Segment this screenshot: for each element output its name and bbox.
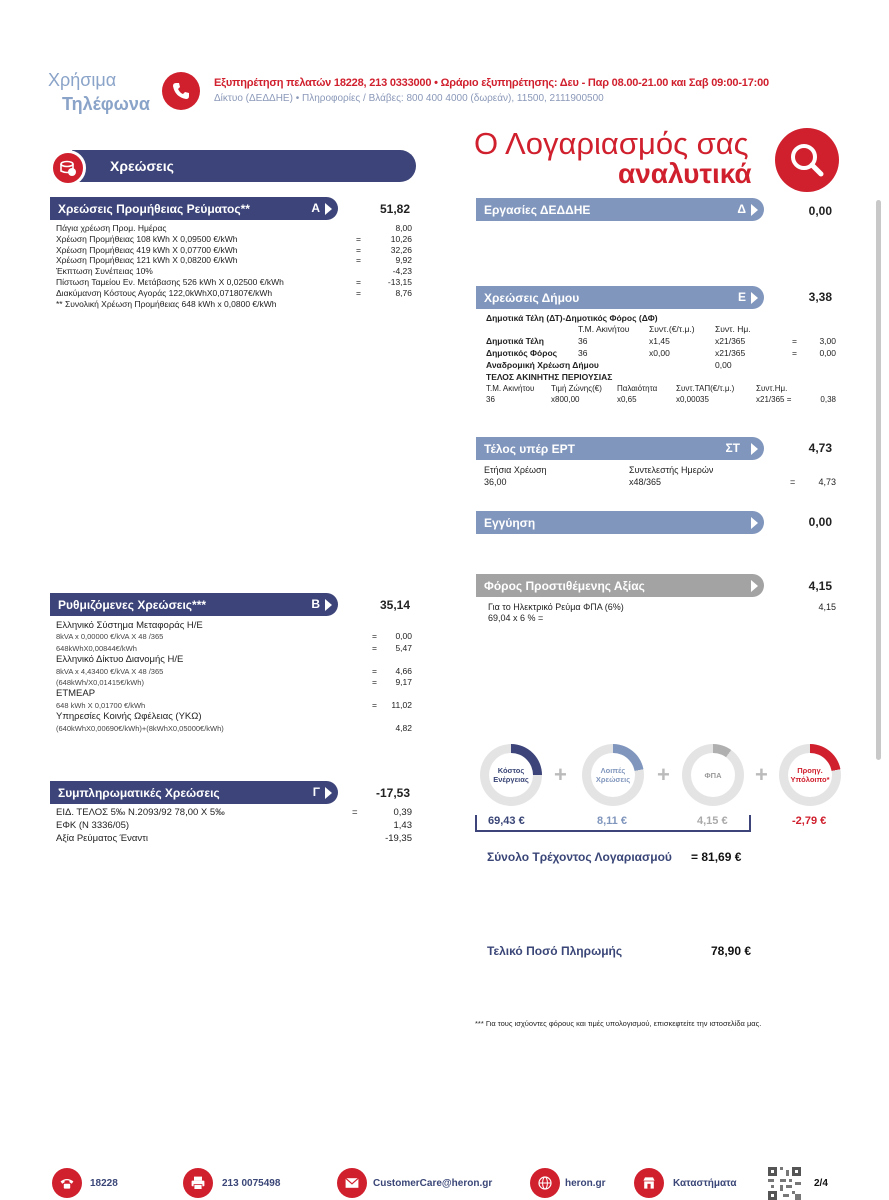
section_c-row-text: ΕΙΔ. ΤΕΛΟΣ 5‰ Ν.2093/92 78,00 X 5‰: [56, 807, 225, 818]
qr-code-icon: [768, 1167, 801, 1200]
current-total-label: Σύνολο Τρέχοντος Λογαριασμού: [487, 850, 672, 864]
section-e-col-tm: Τ.Μ. Ακινήτου: [578, 324, 630, 334]
section-c-rows: [56, 808, 412, 847]
useful-label-2: Τηλέφωνα: [62, 94, 150, 114]
section-b-rows: [56, 620, 412, 734]
footer-web[interactable]: heron.gr: [565, 1178, 606, 1189]
section-c-total: -17,53: [375, 786, 410, 800]
section_a-row: [56, 245, 412, 256]
section_a-row: [56, 299, 412, 310]
section_b-row-eq: =: [372, 699, 377, 710]
tap-title: ΤΕΛΟΣ ΑΚΙΝΗΤΗΣ ΠΕΡΙΟΥΣΙΑΣ: [486, 372, 613, 382]
section_b-row-eq: =: [372, 631, 377, 642]
final-amount-value: 78,90 €: [711, 944, 752, 958]
section_a-row: [56, 223, 412, 234]
df-tm: 36: [578, 348, 588, 358]
section_b-row-value: 5,47: [395, 642, 412, 653]
section_b-row-text: ΕΤΜΕΑΡ: [56, 688, 96, 700]
tap-v1: 36: [486, 395, 495, 404]
tap-h1: Τ.Μ. Ακινήτου: [486, 384, 535, 393]
dt-label: Δημοτικά Τέλη: [486, 336, 544, 346]
section_b-row: [56, 666, 412, 677]
footer-fax[interactable]: 213 0075498: [222, 1178, 281, 1189]
donut-2-l2: Χρεώσεις: [595, 775, 631, 784]
section_a-row: [56, 266, 412, 277]
section-vat-total: 4,15: [808, 579, 832, 593]
printer-icon[interactable]: [183, 1168, 213, 1198]
section_b-row: [56, 723, 412, 734]
useful-label-1: Χρήσιμα: [48, 70, 117, 90]
section_a-row-eq: =: [356, 287, 361, 298]
section_b-row: [56, 643, 412, 654]
tap-v4: x0,00035: [676, 395, 709, 404]
section_b-row-text: 8kVA x 4,43400 €/kVA X 48 /365: [56, 666, 164, 676]
section_a-row-text: Χρέωση Προμήθειας 419 kWh X 0,07700 €/kWh: [56, 244, 238, 255]
summary-bracket: [474, 813, 754, 835]
section_a-row-value: 8,76: [395, 287, 412, 298]
section_a-row-value: 10,26: [390, 233, 412, 244]
vat-line-1-val: 4,15: [818, 602, 836, 612]
vat-line-1: Για το Ηλεκτρικό Ρεύμα ΦΠΑ (6%): [488, 602, 624, 612]
df-label: Δημοτικός Φόρος: [486, 348, 558, 358]
tap-v5: x21/365 =: [756, 395, 792, 404]
section-e-col-synt: Συντ.(€/τ.μ.): [649, 324, 695, 334]
section-a-label: Χρεώσεις Προμήθειας Ρεύματος**: [58, 201, 250, 216]
plus-icon: +: [657, 762, 670, 787]
section_b-row-eq: =: [372, 665, 377, 676]
tap-val: 0,38: [820, 395, 836, 404]
section_a-row-text: Πάγια χρέωση Προμ. Ημέρας: [56, 223, 167, 233]
section-e-bar: [476, 286, 764, 309]
section-e-label: Χρεώσεις Δήμου: [484, 290, 580, 305]
chevron-right-icon: [751, 580, 758, 592]
final-amount-label: Τελικό Ποσό Πληρωμής: [487, 944, 623, 958]
section-guarantee-total: 0,00: [808, 515, 832, 529]
st-eq: =: [790, 477, 796, 487]
vat-value: 4,15 €: [697, 815, 728, 827]
section-vat-bar: [476, 574, 764, 597]
df-hm: x21/365: [715, 348, 746, 358]
section-b-bar: [50, 593, 338, 616]
df-val: 0,00: [819, 348, 836, 358]
section_c-row-value: -19,35: [385, 833, 412, 844]
magnifier-icon: [775, 128, 839, 192]
section-b-total: 35,14: [379, 598, 410, 612]
section_a-row: [56, 277, 412, 288]
section_a-row-eq: =: [356, 255, 361, 266]
section-e-letter: Ε: [737, 290, 746, 304]
section-st-letter: ΣΤ: [725, 441, 740, 455]
footer-email[interactable]: CustomerCare@heron.gr: [373, 1178, 493, 1189]
df-synt: x0,00: [649, 348, 670, 358]
donut-4-l1: Προηγ.: [797, 766, 823, 775]
dt-tm: 36: [578, 336, 588, 346]
section-a-bar: [50, 197, 338, 220]
previous-balance-donut: [779, 744, 841, 806]
charges-header-label: Χρεώσεις: [110, 158, 174, 174]
other-charges-value: 8,11 €: [597, 815, 627, 827]
section_a-row-text: Χρέωση Προμήθειας 121 kWh X 0,08200 €/kWh: [56, 255, 238, 266]
page-title-2: αναλυτικά: [618, 158, 752, 189]
tap-v2: x800,00: [551, 395, 580, 404]
st-h1: Ετήσια Χρέωση: [484, 465, 547, 475]
section_b-row-text: (648kWh/X0,01415€/kWh): [56, 677, 144, 687]
section_a-row: [56, 234, 412, 245]
section_b-row-value: 11,02: [391, 699, 412, 710]
section-e-total: 3,38: [808, 290, 832, 304]
section_b-row-value: 4,66: [395, 665, 412, 676]
plus-icon: +: [755, 762, 768, 787]
section_c-row-value: 0,39: [393, 807, 412, 818]
vat-line-2: 69,04 x 6 % =: [488, 613, 544, 623]
charges-icon: [50, 150, 86, 186]
section_b-row-eq: =: [372, 676, 377, 687]
section-guarantee-bar: [476, 511, 764, 534]
phone-icon: [162, 72, 200, 110]
chevron-right-icon: [751, 204, 758, 216]
df-eq: =: [792, 348, 797, 358]
donut-4-l2: Υπόλοιπο*: [790, 775, 830, 784]
chevron-right-icon: [325, 203, 332, 215]
donut-3-l1: ΦΠΑ: [704, 770, 722, 780]
section_b-row-text: 8kVA x 0,00000 €/kVA X 48 /365: [56, 632, 164, 642]
section_b-row-text: Ελληνικό Σύστημα Μεταφοράς Η/Ε: [56, 620, 203, 631]
section_b-row: [56, 711, 412, 722]
section_a-row-text: Πίστωση Ταμείου Εν. Μετάβασης 526 kWh X 0,02500 €/kWh: [56, 276, 284, 287]
section_c-row-value: 1,43: [393, 820, 412, 831]
section_b-row-value: 9,17: [395, 676, 412, 687]
section_b-row: [56, 620, 412, 631]
header-line-2: Δίκτυο (ΔΕΔΔΗΕ) • Πληροφορίες / Βλάβες: 800 400 4000 (δωρεάν), 11500, 2111900500: [214, 93, 604, 104]
section-vat-label: Φόρος Προστιθέμενης Αξίας: [484, 578, 645, 593]
section-st-label: Τέλος υπέρ ΕΡΤ: [484, 441, 575, 456]
globe-icon[interactable]: [530, 1168, 560, 1198]
section_b-row: [56, 700, 412, 711]
section-c-label: Συμπληρωματικές Χρεώσεις: [58, 785, 220, 800]
tap-h2: Τιμή Ζώνης(€): [551, 384, 602, 393]
st-v1: 36,00: [484, 477, 507, 487]
section_a-row-value: 9,92: [395, 255, 412, 266]
header-line-1: Εξυπηρέτηση πελατών 18228, 213 0333000 • Ωράριο εξυπηρέτησης: Δευ - Παρ 08.00-21.00 και Σαβ 09:00-17:00: [214, 77, 769, 89]
section_b-row-eq: =: [372, 642, 377, 653]
section_b-row: [56, 677, 412, 688]
section-d-total: 0,00: [808, 204, 832, 218]
scrollbar-thumb[interactable]: [876, 200, 881, 760]
section_a-row-value: -13,15: [387, 276, 412, 287]
st-h2: Συντελεστής Ημερών: [629, 465, 714, 475]
energy-cost-value: 69,43 €: [488, 815, 525, 827]
chevron-right-icon: [325, 787, 332, 799]
section_a-row-eq: =: [356, 233, 361, 244]
section_a-row-value: 8,00: [395, 223, 412, 233]
email-icon[interactable]: [337, 1168, 367, 1198]
chevron-right-icon: [751, 517, 758, 529]
section_b-row-value: 4,82: [395, 722, 412, 733]
section_c-row-text: ΕΦΚ (Ν 3336/05): [56, 820, 130, 831]
section_b-row: [56, 654, 412, 665]
section-e-col-hm: Συντ. Ημ.: [715, 324, 751, 334]
dt-synt: x1,45: [649, 336, 670, 346]
section-st-bar: [476, 437, 764, 460]
section_b-row-text: 648kWhX0,00844€/kWh: [56, 643, 137, 653]
anadr-label: Αναδρομική Χρέωση Δήμου: [486, 360, 599, 370]
other-charges-donut: [582, 744, 644, 806]
chevron-right-icon: [325, 599, 332, 611]
section_a-row-text: Διακύμανση Κόστους Αγοράς 122,0kWhX0,071807€/kWh: [56, 287, 273, 298]
chevron-right-icon: [751, 443, 758, 455]
current-total-value: = 81,69 €: [691, 850, 742, 864]
tap-h4: Συντ.ΤΑΠ(€/τ.μ.): [676, 384, 735, 393]
section_a-row: [56, 255, 412, 266]
footnote: *** Για τους ισχύοντες φόρους και τιμές υπολογισμού, επισκεφτείτε την ιστοσελίδα μας.: [475, 1019, 762, 1028]
section_b-row-text: 648 kWh X 0,01700 €/kWh: [56, 700, 146, 710]
section_a-row-text: Έκπτωση Συνέπειας 10%: [56, 266, 153, 277]
section_b-row-value: 0,00: [395, 631, 412, 642]
section-d-letter: Δ: [737, 202, 746, 216]
section-a-letter: Α: [311, 201, 320, 215]
section-b-label: Ρυθμιζόμενες Χρεώσεις***: [58, 597, 207, 612]
donut-1-l2: Ενέργειας: [493, 775, 529, 784]
section_a-row-eq: =: [356, 244, 361, 255]
footer-phone[interactable]: 18228: [90, 1178, 118, 1189]
dt-val: 3,00: [819, 336, 836, 346]
dt-eq: =: [792, 336, 797, 346]
section-e-title: Δημοτικά Τέλη (ΔΤ)-Δημοτικός Φόρος (ΔΦ): [486, 313, 658, 323]
section_a-row-eq: =: [356, 276, 361, 287]
donut-1-l1: Κόστος: [497, 766, 525, 775]
section-a-rows: [56, 223, 412, 309]
section-a-total: 51,82: [379, 202, 410, 216]
section-d-bar: [476, 198, 764, 221]
section_b-row-text: Ελληνικό Δίκτυο Διανομής Η/Ε: [56, 654, 184, 666]
tap-v3: x0,65: [617, 395, 637, 404]
st-v2: x48/365: [629, 477, 662, 487]
section-b-letter: Β: [311, 597, 320, 611]
plus-icon: +: [554, 762, 567, 787]
section-guarantee-label: Εγγύηση: [484, 515, 536, 530]
section-d-label: Εργασίες ΔΕΔΔΗΕ: [484, 202, 591, 217]
tap-h3: Παλαιότητα: [617, 384, 658, 393]
energy-cost-donut: [480, 744, 542, 806]
section-c-letter: Γ: [312, 785, 320, 799]
footer-stores[interactable]: Καταστήματα: [673, 1178, 737, 1189]
previous-balance-value: -2,79 €: [792, 815, 827, 827]
section-c-bar: [50, 781, 338, 804]
section_b-row-text: (640kWhX0,00690€/kWh)+(8kWhX0,05000€/kWh): [56, 723, 224, 733]
section_b-row: [56, 631, 412, 642]
tap-h5: Συντ.Ημ.: [756, 384, 788, 393]
section_a-row: [56, 288, 412, 299]
section_a-row-text: ** Συνολική Χρέωση Προμήθειας 648 kWh x 0,0800 €/kWh: [56, 298, 277, 309]
section_a-row-value: -4,23: [392, 266, 412, 277]
section_b-row: [56, 688, 412, 699]
st-val: 4,73: [818, 477, 836, 487]
section_b-row-text: Υπηρεσίες Κοινής Ωφέλειας (ΥΚΩ): [56, 711, 202, 723]
page-number: 2/4: [814, 1178, 828, 1189]
store-icon[interactable]: [634, 1168, 664, 1198]
dt-hm: x21/365: [715, 336, 746, 346]
section-st-total: 4,73: [808, 441, 832, 455]
page-title-1: Ο Λογαριασμός σας: [474, 126, 749, 161]
section_a-row-text: Χρέωση Προμήθειας 108 kWh X 0,09500 €/kWh: [56, 233, 238, 244]
donut-2-l1: Λοιπές: [600, 766, 626, 775]
section_c-row: [56, 834, 412, 847]
section_a-row-value: 32,26: [390, 244, 412, 255]
section_c-row-text: Αξία Ρεύματος Έναντι: [56, 833, 148, 844]
anadr-val: 0,00: [715, 360, 732, 370]
section_c-row-eq: =: [352, 807, 358, 818]
chevron-right-icon: [751, 292, 758, 304]
phone-icon[interactable]: [52, 1168, 82, 1198]
vat-donut: [682, 744, 744, 806]
